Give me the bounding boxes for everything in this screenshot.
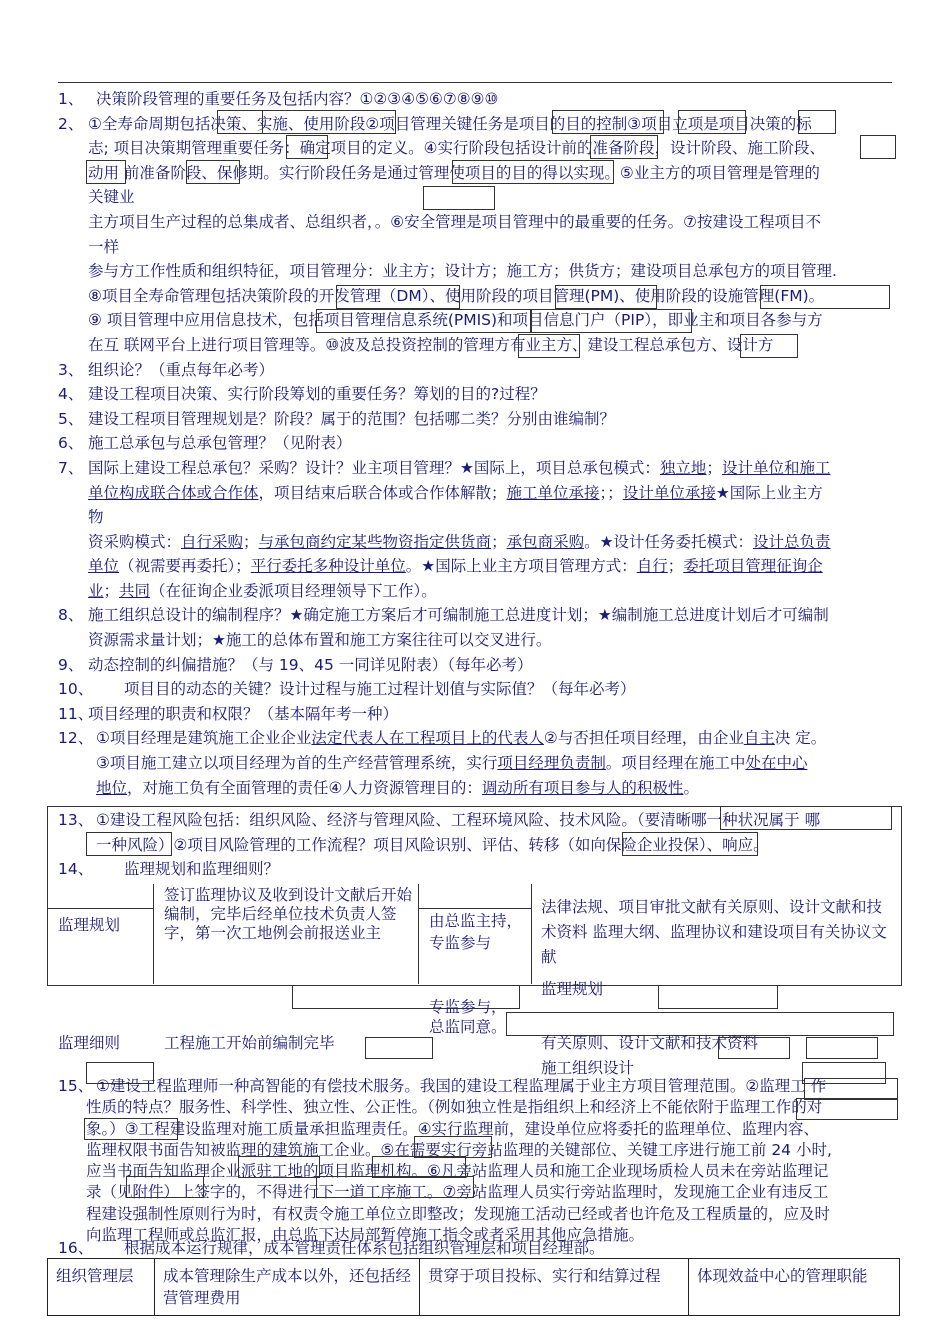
item-line: 一种风险）②项目风险管理的工作流程？项目风险识别、评估、转移（如向保险企业投保）、响应。 bbox=[96, 835, 769, 854]
item-text: ； bbox=[103, 581, 120, 600]
underlined-term: 项目经理负责制 bbox=[497, 754, 606, 773]
item-number: 7、 bbox=[58, 458, 84, 477]
item-number: 3、 bbox=[58, 360, 84, 379]
item-text: 。 bbox=[683, 778, 699, 797]
item-4 bbox=[58, 382, 900, 407]
item-text: 监理规划和监理细则？ bbox=[124, 860, 280, 879]
highlight-box bbox=[316, 309, 532, 333]
item-line: 施工组织总设计的编制程序？★确定施工方案后才可编制施工总进度计划；★编制施工总进度计划后才可编制 bbox=[88, 606, 829, 625]
underlined-term: 设计单位承接 bbox=[622, 483, 716, 502]
table-cell: 施工组织设计 bbox=[541, 1059, 635, 1077]
item-14 bbox=[58, 857, 900, 882]
highlight-box bbox=[590, 135, 658, 159]
table-cell-label: 监理规划 bbox=[58, 916, 121, 934]
highlight-box bbox=[658, 985, 778, 1009]
item-number: 13、 bbox=[58, 811, 94, 829]
item-text: 国际上建设工程总承包？采购？设计？业主项目管理？★国际上，项目总承包模式： bbox=[88, 458, 660, 477]
highlight-box bbox=[423, 186, 495, 210]
underlined-term: 设计单位和施工 bbox=[721, 458, 831, 477]
underlined-term: 共同 bbox=[119, 581, 151, 600]
item-line: 动用 前准备阶段、保修期。实行阶段任务是通过管理使项目的目的得以实现。⑤业主方的项目管理是管理的 bbox=[88, 163, 820, 182]
item-line: ①建设工程风险包括：组织风险、经济与管理风险、工程环境风险、技术风险。（要清晰哪一种状况属于 哪 bbox=[96, 811, 821, 829]
item-text: ； bbox=[667, 557, 684, 576]
table-cell: 签订监理协议及收到设计文献后开始编制，完毕后经单位技术负责人签字，第一次工地例会前报送业主 bbox=[164, 886, 413, 942]
item-line: 资源需求量计划；★施工的总体布置和施工方案往往可以交叉进行。 bbox=[88, 631, 552, 650]
table-cell: 组织管理层 bbox=[48, 1259, 155, 1316]
table-cell: 工程施工开始前编制完毕 bbox=[164, 1034, 335, 1052]
item-text: ③项目施工建立以项目经理为首的生产经营管理系统，实行 bbox=[96, 754, 498, 773]
highlight-box bbox=[84, 1118, 178, 1140]
item-15-block bbox=[58, 1076, 900, 1246]
item-line: ①全寿命周期包括决策、实施、使用阶段②项目管理关键任务是项目的目的控制③项目立项是项目决策的标 bbox=[88, 114, 812, 133]
item-line: ①建设工程监理师一种高智能的有偿技术服务。我国的建设工程监理属于业主方项目管理范围。②监理工 作 bbox=[96, 1077, 827, 1095]
item-text: 动态控制的纠偏措施？（与 19、45 一同详见附表）（每年必考） bbox=[88, 655, 533, 674]
underlined-term: 法定代表人在工程项目上的代表人 bbox=[311, 729, 544, 748]
highlight-box bbox=[622, 832, 758, 856]
underlined-term: 与承包商约定某些物资指定供货商 bbox=[258, 532, 492, 551]
highlight-box bbox=[740, 334, 798, 358]
item-line: 应当书面告知监理企业派驻工地的项目监理机构。⑥凡旁站监理人员和施工企业现场质检人员未在旁站监理记 bbox=[86, 1162, 829, 1181]
item-text: 组织论？（重点每年必考） bbox=[88, 360, 275, 379]
item-line: 主方项目生产过程的总集成者、总组织者，。⑥安全管理是项目管理中的最重要的任务。⑦按建设工程项目不 bbox=[88, 212, 822, 231]
item-number: 11、 bbox=[58, 704, 94, 723]
item-text: ②与否担任项目经理，由企业 bbox=[543, 729, 744, 748]
table-divider bbox=[153, 884, 154, 984]
item-line: 参与方工作性质和组织特征，项目管理分：业主方；设计方；施工方；供货方；建设项目总承包方的项目管理. bbox=[88, 262, 837, 281]
highlight-box bbox=[86, 832, 172, 856]
highlight-box bbox=[452, 160, 614, 184]
item-text: 决策阶段管理的重要任务及包括内容？①②③④⑤⑥⑦⑧⑨⑩ bbox=[96, 90, 499, 108]
underlined-term: 处在中心 bbox=[745, 754, 808, 773]
underlined-term: 自行 bbox=[636, 557, 668, 576]
item-text: ，对施工负有全面管理的责任④人力资源管理目的： bbox=[127, 778, 482, 797]
table-divider bbox=[418, 908, 532, 909]
highlight-box bbox=[414, 1136, 492, 1158]
item-text: 。★设计任务委托模式： bbox=[584, 532, 753, 551]
highlight-box bbox=[365, 1037, 433, 1059]
underlined-term: 独立地 bbox=[659, 458, 707, 477]
item-10 bbox=[58, 677, 900, 702]
item-text: 。★国际上业主方项目管理方式： bbox=[405, 557, 637, 576]
item-number: 1、 bbox=[58, 90, 84, 108]
item-text: 决 定。 bbox=[774, 729, 827, 748]
highlight-box bbox=[262, 110, 396, 134]
item-number: 6、 bbox=[58, 434, 84, 453]
table-cell: 成本管理除生产成本以外，还包括经营管理费用 bbox=[155, 1259, 420, 1316]
highlight-box bbox=[126, 1176, 204, 1198]
item-text: ；； bbox=[599, 483, 623, 502]
highlight-box bbox=[238, 1156, 320, 1178]
item-3 bbox=[58, 358, 900, 383]
table-cell: 贯穿于项目投标、实行和结算过程 bbox=[420, 1259, 689, 1316]
item-text: 项目目的动态的关键？设计过程与施工过程计划值与实际值？（每年必考） bbox=[124, 680, 636, 699]
item-number: 16、 bbox=[58, 1239, 94, 1257]
item-text: ； bbox=[706, 458, 722, 477]
highlight-box bbox=[372, 1156, 466, 1178]
item-12 bbox=[58, 726, 900, 800]
item-9 bbox=[58, 653, 900, 678]
highlight-box bbox=[806, 1037, 878, 1059]
highlight-box bbox=[796, 1098, 898, 1120]
table-cell: 有关原则、设计文献和技术资料 bbox=[541, 1034, 759, 1052]
underlined-term: 承包商采购 bbox=[506, 532, 585, 551]
item-text: 项目经理的职责和权限？（基本隔年考一种） bbox=[88, 704, 399, 723]
table-cell: 法律法规、项目审批文献有关原则、设计文献和技术资料 监理大纲、监理协议和建设项目有关协议文献 bbox=[541, 898, 887, 966]
table-cell: 监理规划 bbox=[541, 980, 604, 998]
item-number: 4、 bbox=[58, 385, 84, 404]
underlined-term: 委托项目管理征询企 bbox=[683, 557, 823, 576]
item-5 bbox=[58, 407, 900, 432]
item-7 bbox=[58, 456, 900, 604]
item-line: 物 bbox=[88, 508, 104, 527]
item-text: 根据成本运行规律，成本管理责任体系包括组织管理层和项目经理部。 bbox=[124, 1239, 605, 1257]
underlined-term: 业 bbox=[88, 581, 104, 600]
highlight-box bbox=[530, 309, 692, 333]
item-text: 。项目经理在施工中 bbox=[605, 754, 746, 773]
highlight-box bbox=[286, 135, 328, 159]
underlined-term: 施工单位承接 bbox=[506, 483, 600, 502]
highlight-box bbox=[86, 160, 126, 184]
item-line: 一样 bbox=[88, 237, 120, 256]
item-8 bbox=[58, 603, 900, 652]
item-text: （视需要再委托）； bbox=[119, 557, 251, 576]
table-cell-label: 监理细则 bbox=[58, 1034, 121, 1052]
highlight-box bbox=[860, 135, 896, 159]
item-line: 监理权限书面告知被监理的建筑施工企业。⑤在需要实行旁站监理的关键部位、关键工序进行施工前 24 小时, bbox=[86, 1140, 832, 1159]
item-line: 向监理工程师或总监汇报，由总监下达局部暂停施工指令或者采用其他应急措施。 bbox=[86, 1226, 645, 1245]
highlight-box bbox=[217, 110, 263, 134]
underlined-term: 平行委托多种设计单位 bbox=[250, 557, 406, 576]
item-line: ⑨ 项目管理中应用信息技术，包括项目管理信息系统(PMIS)和项目信息门户（PIP），即业主和项目各参与方 bbox=[88, 311, 823, 330]
item-16-block bbox=[58, 1236, 900, 1261]
item-line: 象。）③工程建设监理对施工质量承担监理责任。④实行监理前，建设单位应将委托的监理单位、监理内容、 bbox=[86, 1119, 820, 1138]
table-cell: 专监参与，总监同意。 bbox=[429, 998, 507, 1036]
header-rule bbox=[58, 82, 892, 83]
item-text: ★国际上业主方 bbox=[715, 483, 823, 502]
item-number: 2、 bbox=[58, 114, 84, 133]
item-number: 5、 bbox=[58, 409, 84, 428]
item-16 bbox=[58, 1236, 900, 1261]
highlight-box bbox=[552, 110, 664, 134]
table-divider bbox=[418, 884, 419, 984]
table-cell: 体现效益中心的管理职能 bbox=[689, 1259, 900, 1316]
item-number: 12、 bbox=[58, 729, 94, 748]
cost-table bbox=[47, 1258, 900, 1316]
item-line: 录（见附件）上签字的，不得进行下一道工序施工。⑦旁站监理人员实行旁站监理时，发现施工企业有违反工 bbox=[86, 1183, 829, 1202]
item-15 bbox=[58, 1076, 900, 1246]
highlight-box bbox=[798, 110, 836, 134]
item-number: 14、 bbox=[58, 860, 94, 879]
highlight-box bbox=[336, 285, 460, 309]
table-cell: 由总监主持，专监参与 bbox=[429, 912, 523, 952]
item-text: 施工总承包与总承包管理？（见附表） bbox=[88, 434, 352, 453]
item-line: 志; 项目决策期管理重要任务：确定项目的定义。④实行阶段包括设计前的准备阶段，设计阶段、施工阶段、 bbox=[88, 139, 826, 158]
underlined-term: 自主 bbox=[743, 729, 775, 748]
item-number: 10、 bbox=[58, 680, 94, 699]
underlined-term: 自行采购 bbox=[181, 532, 244, 551]
item-text: ； bbox=[491, 532, 507, 551]
item-line: 在互 联网平台上进行项目管理等。⑩波及总投资控制的管理方有业主方、建设工程总承包方、设计方 bbox=[88, 335, 774, 354]
table-divider bbox=[47, 908, 154, 909]
item-text: 建设工程项目决策、实行阶段筹划的重要任务？筹划的目的?过程？ bbox=[88, 385, 546, 404]
underlined-term: 地位 bbox=[96, 778, 128, 797]
table-row bbox=[48, 1259, 900, 1316]
item-text: 资采购模式： bbox=[88, 532, 182, 551]
item-text: ，项目结束后联合体或合作体解散； bbox=[258, 483, 507, 502]
item-line: 关键业 bbox=[88, 188, 135, 207]
item-text: 建设工程项目管理规划是？阶段？属于的范围？包括哪二类？分别由谁编制？ bbox=[88, 409, 616, 428]
highlight-box bbox=[720, 806, 892, 830]
highlight-box bbox=[316, 1176, 474, 1198]
item-number: 8、 bbox=[58, 606, 84, 625]
item-11 bbox=[58, 702, 900, 727]
highlight-box bbox=[760, 285, 890, 309]
highlight-box bbox=[678, 110, 746, 134]
underlined-term: 调动所有项目参与人的积极性 bbox=[481, 778, 684, 797]
item-number: 15、 bbox=[58, 1077, 94, 1095]
item-line: 程建设强制性原则行为时，有权责令施工单位立即整改；发现施工活动已经或者也许危及工程质量的，应及时 bbox=[86, 1204, 831, 1223]
item-number: 9、 bbox=[58, 655, 84, 674]
underlined-term: 单位构成联合体或合作体 bbox=[88, 483, 259, 502]
item-text: ①项目经理是建筑施工企业企业 bbox=[96, 729, 312, 748]
item-6 bbox=[58, 431, 900, 456]
item-line: 性质的特点？服务性、科学性、独立性、公正性。（例如独立性是指组织上和经济上不能依附于监理工作的对 bbox=[86, 1098, 823, 1117]
item-1 bbox=[58, 87, 900, 112]
highlight-box bbox=[518, 334, 580, 358]
underlined-term: 单位 bbox=[88, 557, 120, 576]
underlined-term: 设计总负责 bbox=[753, 532, 831, 551]
highlight-box bbox=[186, 160, 240, 184]
highlight-box bbox=[555, 285, 657, 309]
item-line: ⑧项目全寿命管理包括决策阶段的开发管理（DM）、使用阶段的项目管理(PM)、使用阶段的设施管理(FM)。 bbox=[88, 286, 825, 305]
highlight-box bbox=[718, 1037, 790, 1059]
item-text: （在征询企业委派项目经理领导下工作）。 bbox=[150, 581, 437, 600]
table-divider bbox=[531, 884, 532, 984]
highlight-box bbox=[804, 1078, 898, 1100]
item-text: ； bbox=[243, 532, 259, 551]
